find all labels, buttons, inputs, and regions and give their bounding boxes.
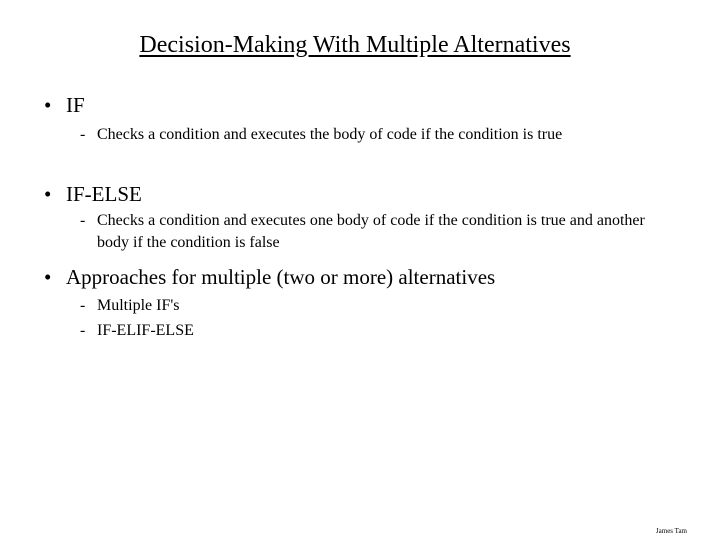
dash-marker: - bbox=[80, 322, 86, 339]
bullet-approaches bbox=[44, 264, 495, 290]
bullet-if-else bbox=[44, 181, 142, 207]
sub-item-text: Checks a condition and executes one body of code if the condition is true and another body if the condition is false bbox=[97, 212, 645, 251]
bullet-label: IF-ELSE bbox=[66, 182, 142, 206]
sub-item-if-elif-else bbox=[80, 320, 580, 342]
sub-item-text: IF-ELIF-ELSE bbox=[97, 322, 194, 339]
author-footer: James Tam bbox=[655, 527, 687, 535]
bullet-marker: • bbox=[44, 182, 52, 206]
bullet-if bbox=[44, 92, 85, 118]
sub-item-text: Checks a condition and executes the body of code if the condition is true bbox=[97, 126, 563, 143]
slide-title: Decision-Making With Multiple Alternatives bbox=[139, 32, 571, 58]
sub-item-if-description bbox=[80, 124, 660, 146]
dash-marker: - bbox=[80, 297, 86, 314]
bullet-label: Approaches for multiple (two or more) alternatives bbox=[66, 265, 496, 289]
bullet-label: IF bbox=[66, 93, 85, 117]
bullet-marker: • bbox=[44, 265, 52, 289]
dash-marker: - bbox=[80, 212, 86, 229]
sub-item-multiple-ifs bbox=[80, 295, 580, 317]
sub-item-text: Multiple IF's bbox=[97, 297, 180, 314]
sub-item-if-else-description bbox=[80, 210, 680, 254]
bullet-marker: • bbox=[44, 93, 52, 117]
dash-marker: - bbox=[80, 126, 86, 143]
